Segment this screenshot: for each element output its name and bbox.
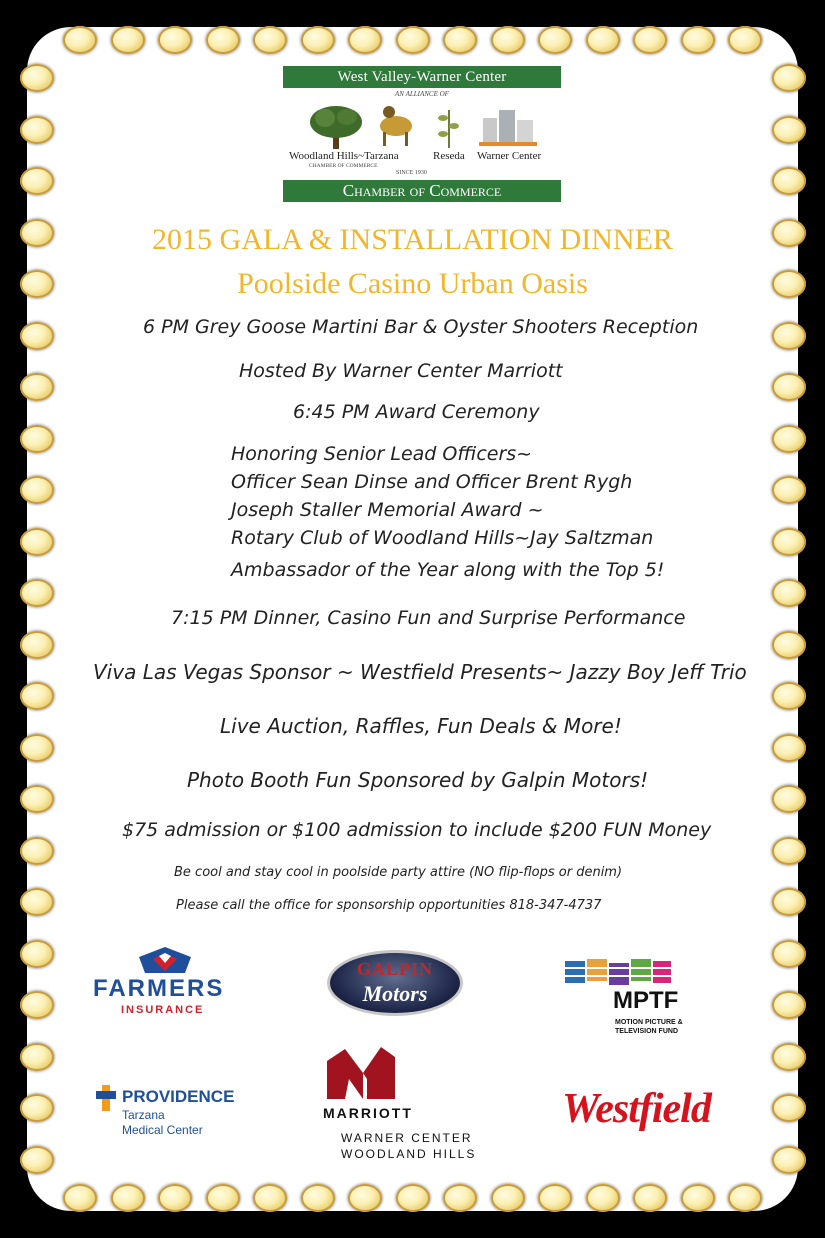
logo-bottom-bar: Chamber of Commerce (283, 180, 561, 202)
event-title: 2015 GALA & INSTALLATION DINNER (152, 223, 673, 256)
honor-line: Rotary Club of Woodland Hills~Jay Saltzman (231, 527, 654, 549)
admission-line: $75 admission or $100 admission to include $200 FUN Money (122, 819, 712, 841)
mptf-logo[interactable] (563, 957, 693, 1041)
film-strip-icon (563, 957, 673, 987)
providence-sub2: Medical Center (122, 1123, 203, 1137)
providence-name: PROVIDENCE (122, 1087, 235, 1106)
farmers-shield-icon (137, 945, 193, 975)
photo-line: Photo Booth Fun Sponsored by Galpin Motors! (187, 768, 649, 792)
farmers-insurance-logo[interactable] (93, 945, 243, 1025)
award-time-line: 6:45 PM Award Ceremony (293, 401, 540, 423)
mptf-name: MPTF (613, 987, 679, 1014)
honor-line: Ambassador of the Year along with the Top 5! (231, 559, 665, 581)
logo-chamber-sub: CHAMBER OF COMMERCE (309, 163, 378, 169)
reception-line: 6 PM Grey Goose Martini Bar & Oyster Shooters Reception (143, 316, 699, 338)
medical-cross-icon (95, 1083, 117, 1113)
sponsor-line: Viva Las Vegas Sponsor ~ Westfield Presents~ Jazzy Boy Jeff Trio (93, 660, 747, 684)
logo-alliance: AN ALLIANCE OF (395, 90, 449, 98)
call-note: Please call the office for sponsorship opportunities 818-347-4737 (176, 898, 602, 913)
attire-note: Be cool and stay cool in poolside party attire (NO flip-flops or denim) (174, 865, 623, 880)
plant-icon (438, 110, 459, 148)
providence-logo[interactable] (95, 1083, 255, 1143)
providence-sub1: Tarzana (122, 1108, 165, 1122)
auction-line: Live Auction, Raffles, Fun Deals & More! (220, 714, 622, 738)
marriott-logo[interactable] (317, 1039, 497, 1169)
mptf-sub2: TELEVISION FUND (615, 1028, 679, 1035)
honor-line: Officer Sean Dinse and Officer Brent Rygh (231, 471, 633, 493)
marriott-sub2: WOODLAND HILLS (341, 1147, 477, 1161)
galpin-top: GALPIN (356, 959, 433, 979)
chamber-logo (283, 52, 561, 204)
galpin-bottom: Motors (362, 981, 428, 1006)
honor-line: Joseph Staller Memorial Award ~ (231, 499, 544, 521)
logo-since: SINCE 1930 (396, 170, 427, 176)
marriott-m-icon (323, 1039, 399, 1101)
oak-tree-icon (310, 106, 362, 149)
galpin-motors-logo[interactable] (327, 950, 463, 1016)
logo-woodland: Woodland Hills~Tarzana (289, 150, 399, 162)
chamber-logo-illustrations (303, 102, 543, 152)
marriott-name: MARRIOTT (323, 1105, 413, 1121)
farmers-name: FARMERS (93, 975, 225, 1002)
logo-warner: Warner Center (477, 150, 542, 162)
westfield-logo[interactable] (562, 1085, 732, 1145)
farmers-sub: INSURANCE (121, 1004, 205, 1016)
invitation-card (27, 27, 798, 1211)
dinner-line: 7:15 PM Dinner, Casino Fun and Surprise Performance (171, 607, 686, 629)
horse-rider-icon (380, 106, 412, 146)
marriott-sub1: WARNER CENTER (341, 1131, 473, 1145)
mptf-sub1: MOTION PICTURE & (615, 1019, 683, 1026)
hosted-line: Hosted By Warner Center Marriott (239, 360, 563, 382)
event-subtitle: Poolside Casino Urban Oasis (237, 267, 588, 300)
logo-reseda: Reseda (433, 150, 465, 162)
logo-top-bar: West Valley-Warner Center (283, 66, 561, 88)
honor-line: Honoring Senior Lead Officers~ (231, 443, 533, 465)
buildings-icon (479, 110, 537, 146)
westfield-name: Westfield (562, 1086, 711, 1132)
